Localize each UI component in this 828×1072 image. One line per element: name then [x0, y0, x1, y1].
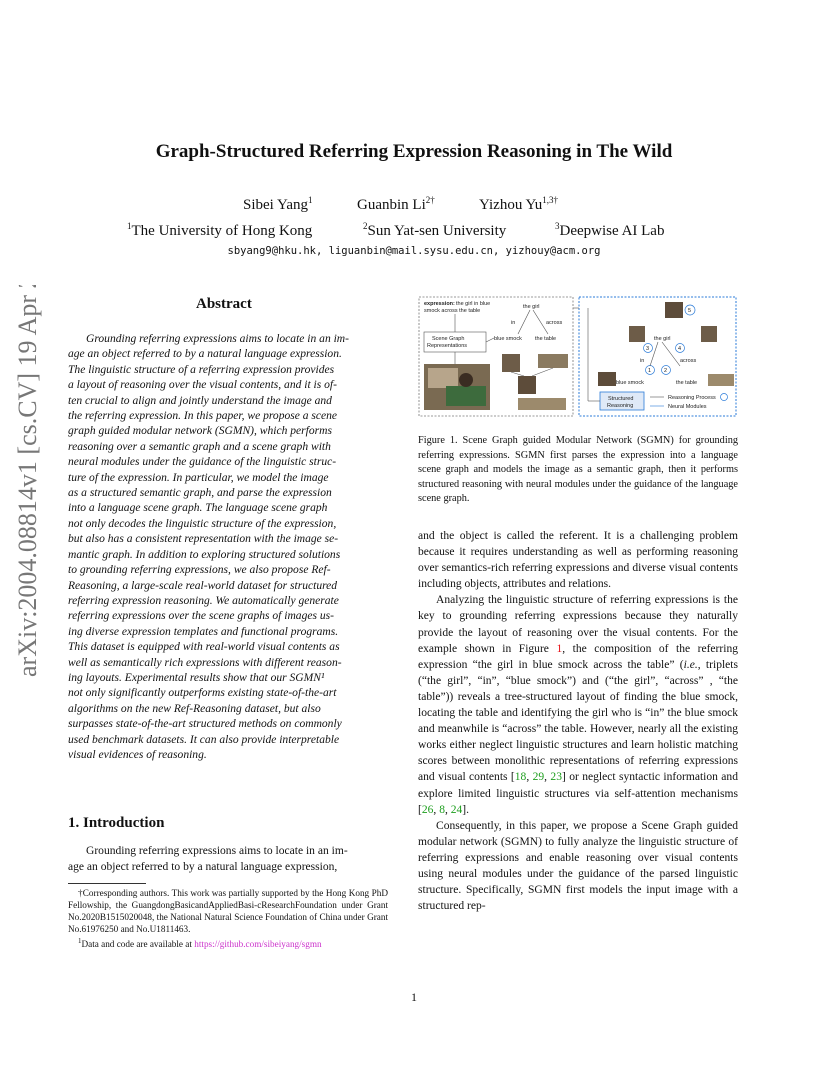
author-2: Guanbin $Li^{2\dagger}$ — [357, 195, 435, 213]
scene-graph-label-1: Scene Graph — [432, 336, 465, 342]
right-node-table: the table — [676, 380, 698, 386]
step-2-label: 2 — [664, 368, 668, 374]
citation[interactable]: 23 — [550, 771, 562, 784]
right-crop-top — [665, 302, 683, 318]
abstract-line: not only decodes the linguistic structure of the expression, — [68, 517, 337, 530]
abstract-line: age an object referred to by a natural language expression. — [68, 348, 342, 361]
abstract-line: algorithms on the new Ref-Reasoning dataset, but also — [68, 702, 321, 715]
affiliation-2: $^2$Sun Yat-sen University — [363, 221, 507, 239]
figure-ref[interactable]: 1 — [556, 642, 563, 655]
lang-node-smock: blue smock — [494, 336, 522, 342]
footnote-code: $^1$Data and code are available at https://github.com/sibeiyang/sgmn — [78, 937, 322, 950]
right-node-girl: the girl — [654, 336, 671, 342]
abstract-line: into a language scene graph. The language scene graph — [68, 502, 328, 515]
footnotes — [68, 887, 388, 950]
step-1-label: 1 — [648, 368, 652, 374]
abstract-heading: Abstract — [196, 296, 252, 312]
abstract-body — [68, 332, 388, 763]
paper-title: Graph-Structured Referring Expression Reasoning in The Wild — [155, 141, 673, 162]
intro-line: Grounding referring expressions aims to locate in an im- — [86, 845, 348, 857]
structured-label-2: Reasoning — [607, 403, 634, 409]
arxiv-identifier — [12, 285, 42, 685]
crop-bottom — [518, 398, 566, 410]
lang-node-table: the table — [535, 336, 557, 342]
figure-1 — [418, 296, 738, 418]
lang-edge-in: in — [511, 320, 516, 326]
right-crop-left — [629, 326, 645, 342]
intro-line: age an object referred to by a natural language expression, — [68, 861, 338, 873]
abstract-line: the referring expression. In this paper, we propose a scene — [68, 410, 338, 423]
abstract-line: mantic graph. In addition to exploring structured solutions — [68, 548, 341, 561]
abstract-line: not only significantly outperforms existing state-of-the-art — [68, 687, 337, 700]
page-number: 1 — [411, 990, 417, 1004]
citation[interactable]: 29 — [532, 771, 545, 784]
crop-table — [538, 354, 568, 368]
abstract-line: referring expressions over the scene graphs of images us- — [68, 610, 334, 623]
scene-graph-label-2: Representations — [427, 343, 468, 349]
author-3: Yizhou $Yu^{1,3\dagger}$ — [479, 195, 558, 213]
abstract-line: The linguistic structure of a referring expression provides — [68, 363, 335, 376]
crop-girl — [518, 376, 536, 394]
abstract-line: Grounding referring expressions aims to locate in an im- — [86, 333, 349, 345]
abstract-line: ture of the expression. In particular, we model the image — [68, 471, 329, 484]
abstract-line: well as semantically rich expressions with different reason- — [68, 656, 342, 669]
lang-node-girl: the girl — [523, 304, 540, 310]
structured-label-1: Structured — [608, 396, 634, 402]
step-4-label: 4 — [678, 346, 682, 352]
paragraph-analyzing: Analyzing the linguistic structure of referring expressions is the key to grounding referring expressions because they naturally provide the layout of reasoning over the visual contents. For the example shown in Figure 1, the composition of the referring expression “the girl in blue smock across the table” (i.e., triplets (“the girl”, “in”, “blue smock”) and (“the girl”, “across” , “the table”)) reveals a tree-structured layout of finding the blue smock, locating the table and identifying the girl who is “in” the blue smock and meanwhile is “across” the table. However, nearly all the existing works either neglect linguistic structures and learn holistic matching scores between monolithic representations of referring expressions and visual contents [18, 29, 23] or neglect syntactic information and explore limited linguistic structures via self-attention mechanisms [26, 8, 24]. — [418, 594, 738, 816]
abstract-line: neural modules under the guidance of the linguistic struc- — [68, 456, 337, 469]
right-edge-in: in — [640, 358, 645, 364]
github-link[interactable]: https://github.com/sibeiyang/sgmn — [194, 939, 322, 950]
paragraph-referent: and the object is called the referent. It is a challenging problem because it requires understanding as well as performing reasoning over semantics-rich referring expressions and diverse visual contents including objects, attributes and relations. — [418, 530, 738, 591]
abstract-line: ten crucial to align and jointly understand the image and — [68, 394, 332, 407]
paragraph-consequently: Consequently, in this paper, we propose a Scene Graph guided modular network (SGMN) to fully analyze the linguistic structure of referring expressions and enable reasoning over visual contents using neural modules under the guidance of the parsed linguistic structure. Specifically, SGMN first models the input image with a structured rep- — [418, 819, 738, 913]
abstract-line: but also has a consistent representation with the image se- — [68, 533, 339, 546]
legend-neural: Neural Modules — [668, 404, 707, 410]
expression-label: expression: — [424, 301, 455, 307]
legend-reasoning: Reasoning Process — [668, 395, 716, 401]
right-crop-table — [708, 374, 734, 386]
citation[interactable]: 24 — [450, 803, 463, 816]
right-crop-smock — [598, 372, 616, 386]
right-crop-right — [701, 326, 717, 342]
abstract-line: graph guided modular network (SGMN), which performs — [68, 425, 332, 438]
abstract-line: referring expression reasoning. We automatically generate — [68, 594, 339, 607]
author-1: Sibei Yang$^1$ — [243, 195, 313, 213]
abstract-line: surpasses state-of-the-art structured methods on commonly — [68, 718, 342, 731]
crop-smock — [502, 354, 520, 372]
abstract-line: ing diverse expression templates and functional programs. — [68, 625, 339, 638]
expression-text-1: the girl in blue — [456, 301, 491, 307]
introduction-heading: 1. Introduction — [68, 815, 165, 831]
scene-graph-box — [424, 332, 486, 352]
lang-edge-across: across — [546, 320, 563, 326]
abstract-line: a layout of reasoning over the visual contents, and it is of- — [68, 379, 337, 392]
right-column-body — [418, 528, 738, 914]
footnote-rule — [68, 883, 146, 884]
abstract-line: reasoning over a semantic graph and a scene graph with — [68, 440, 331, 453]
abstract-line: to grounding referring expressions, we also propose Ref- — [68, 564, 331, 577]
right-node-smock: blue smock — [616, 380, 644, 386]
svg-text:arXiv:2004.08814v1 [cs.CV] 1: arXiv:2004.08814v1 [cs.CV] 19 Apr 2020 — [13, 285, 42, 677]
citation[interactable]: 18 — [514, 771, 527, 784]
expression-text-2: smock across the table — [424, 308, 481, 314]
footnote-corresponding: †Corresponding authors. This work was partially supported by the Hong Kong PhD Fellowship, the GuangdongBasicandAppliedBasi-cResearchFoundation under Grant No.2020B1515020048, the National Natural Science Foundation of China under Grant No.61976250 and No.U1811463. — [68, 888, 388, 934]
abstract-line: used benchmark datasets. It can also provide interpretable — [68, 733, 340, 746]
affiliation-3: $^3$Deepwise AI Lab — [555, 221, 665, 239]
step-3-label: 3 — [646, 346, 650, 352]
figure-1-caption: Figure 1. Scene Graph guided Modular Network (SGMN) for grounding referring expressions. SGMN first parses the expression into a language scene graph and models the image as a semantic graph, then it performs structured reasoning with neural modules under the guidance of the language scene graph. — [418, 435, 738, 504]
abstract-line: as a structured semantic graph, and parse the expression — [68, 487, 332, 500]
introduction-body — [68, 843, 388, 875]
abstract-line: This dataset is equipped with real-world visual contents as — [68, 641, 340, 654]
step-5-label: 5 — [688, 308, 692, 314]
abstract-line: ing layouts. Experimental results show that our SGMN¹ — [68, 671, 325, 684]
affiliation-1: $^1$The University of Hong Kong — [127, 221, 313, 239]
abstract-line: visual evidences of reasoning. — [68, 748, 207, 761]
author-emails: sbyang9@hku.hk, liguanbin@mail.sysu.edu.cn, yizhouy@acm.org — [227, 245, 601, 257]
abstract-line: Reasoning, a large-scale real-world dataset for structured — [68, 579, 338, 592]
citation[interactable]: 26 — [421, 803, 434, 816]
right-edge-across: across — [680, 358, 697, 364]
citation[interactable]: 8 — [439, 803, 445, 816]
